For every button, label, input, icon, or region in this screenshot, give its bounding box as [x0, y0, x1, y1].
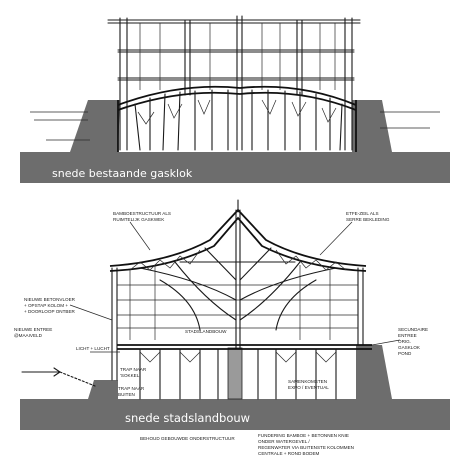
note-foundation-2: ONDER WATERGEVEL / — [258, 439, 310, 444]
top-roof-ribs — [135, 90, 342, 150]
note-bamboo-1: BAMBOESTRUCTUUR ALS — [113, 211, 171, 216]
entrance-arrow — [22, 368, 95, 386]
note-bamboo-2: RUIMTELIJK GASKWEK — [113, 217, 165, 222]
top-lattice-frame — [108, 16, 360, 150]
note-secondary-3: ORIG. — [398, 339, 412, 344]
note-foundation-4: CENTRALE + ROND BODEM — [258, 451, 320, 456]
note-light-air: LICHT + LUCHT — [76, 346, 110, 351]
note-existing-base: BEHOUD GEBOUWDE ONDERSTRUCTUUR — [140, 436, 235, 441]
bottom-envelope-lines — [117, 265, 358, 340]
note-etfe-1: ETFE-ZEIL ALS — [346, 211, 379, 216]
bottom-caption: snede stadslandbouw — [125, 411, 251, 425]
note-program-1: SAMENKOMSTEN — [288, 379, 328, 384]
note-secondary-5: POND — [398, 351, 412, 356]
note-secondary-4: GASKLOK — [398, 345, 420, 350]
note-mezz-3: + DOORLOOP ONTBER — [24, 309, 75, 314]
note-mezz-1: NIEUWE BETONVLOER — [24, 297, 75, 302]
note-stadslandbouw: STADSLANDBOUW — [185, 329, 227, 334]
annotation-leaders — [70, 222, 400, 352]
note-stairs-up-2: BUITEN — [118, 392, 135, 397]
note-etfe-2: SERRE BEKLEDING — [346, 217, 390, 222]
note-foundation-3: REGENWATER VIA BUITENSTE KOLOMMEN — [258, 445, 354, 450]
note-foundation-1: FUNDERING BAMBOE + BETONNEN KNIE — [258, 433, 349, 438]
note-stairs-down-2: 'SOKKEL' — [120, 373, 141, 378]
urban-farming-section — [20, 200, 450, 430]
note-secondary-2: ENTREE — [398, 333, 417, 338]
note-stairs-up-1: TRAP NAAR — [118, 386, 145, 391]
bottom-central-mast — [236, 200, 240, 348]
note-entrance-2: @MAAIVELD — [14, 333, 42, 338]
bottom-floor-slab — [117, 345, 372, 349]
note-program-2: EXPO / EVENTUAL — [288, 385, 329, 390]
top-left-berm — [70, 100, 120, 152]
bottom-roof-truss — [130, 250, 346, 270]
note-mezz-2: + OPSTAP KOLOM + — [24, 303, 68, 308]
central-shaft — [228, 348, 242, 399]
top-right-berm — [352, 100, 392, 152]
note-entrance-1: NIEUWE ENTREE — [14, 327, 53, 332]
note-secondary-1: SECUNDAIRE — [398, 327, 429, 332]
bottom-right-berm — [356, 345, 392, 399]
bottom-bamboo-branches — [140, 248, 336, 330]
top-caption: snede bestaande gasklok — [52, 167, 193, 180]
existing-gasholder-section — [20, 16, 450, 183]
note-stairs-down-1: TRAP NAAR — [120, 367, 147, 372]
bottom-left-berm — [88, 380, 118, 399]
